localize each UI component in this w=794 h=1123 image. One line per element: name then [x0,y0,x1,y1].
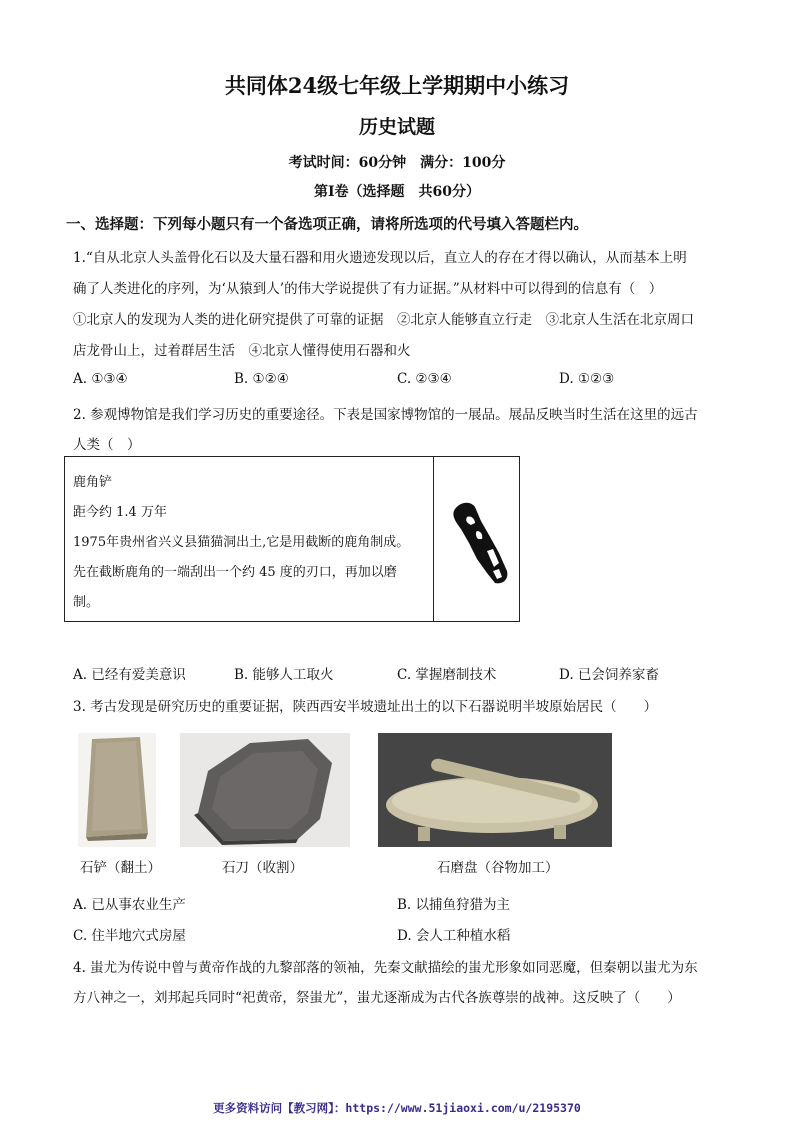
volume-heading: 第Ⅰ卷（选择题 共60分） [313,184,481,200]
q1-option-d: D. ①②③ [559,371,615,387]
stone-spade-image [78,733,156,847]
q3-option-c: C. 住半地穴式房屋 [73,928,186,944]
q4-line-2: 方八神之一，刘邦起兵同时“祀黄帝，祭蚩尤”，蚩尤逐渐成为古代各族尊崇的战神。这反映了（ ） [73,990,681,1006]
q2-option-d: D. 已会饲养家畜 [559,667,659,683]
exhibit-desc-2: 先在截断鹿角的一端刮出一个约 45 度的刃口，再加以磨 [73,565,397,580]
q1-line-4: 店龙骨山上，过着群居生活 ④北京人懂得使用石器和火 [73,343,411,359]
q1-line-3: ①北京人的发现为人类的进化研究提供了可靠的证据 ②北京人能够直立行走 ③北京人生活在北京周口 [73,312,694,328]
q1-option-c: C. ②③④ [397,371,452,387]
caption-grinding-slab: 石磨盘（谷物加工） [437,860,559,876]
section-heading: 一、选择题：下列每小题只有一个备选项正确，请将所选项的代号填入答题栏内。 [66,216,588,233]
q3-option-b: B. 以捕鱼狩猎为主 [397,897,511,913]
q1-line-2: 确了人类进化的序列，为‘从猿到人’的伟大学说提供了有力证据。”从材料中可以得到的信息有（ ） [73,281,663,297]
footer-link[interactable]: 更多资料访问【教习网】：https://www.51jiaoxi.com/u/2195370 [213,1101,581,1115]
exhibit-date: 距今约 1.4 万年 [73,505,167,520]
exhibit-desc-1: 1975年贵州省兴义县猫猫洞出土,它是用截断的鹿角制成。 [73,535,410,550]
q4-line-1: 4. 蚩尤为传说中曾与黄帝作战的九黎部落的领袖，先秦文献描绘的蚩尤形象如同恶魔，但秦朝以蚩尤为东 [73,960,698,976]
antler-shovel-image [447,495,515,591]
q1-option-a: A. ①③④ [73,371,128,387]
exhibit-name: 鹿角铲 [73,475,113,490]
exam-title: 共同体24级七年级上学期期中小练习 [224,73,570,98]
q2-option-c: C. 掌握磨制技术 [397,667,497,683]
q2-option-a: A. 已经有爱美意识 [73,667,186,683]
q3-line-1: 3. 考古发现是研究历史的重要证据，陕西西安半坡遗址出土的以下石器说明半坡原始居民（ ） [73,699,658,715]
q1-line-1: 1.“自从北京人头盖骨化石以及大量石器和用火遗迹发现以后，直立人的存在才得以确认，从而基本上明 [73,250,687,266]
q3-option-d: D. 会人工种植水稻 [397,928,511,944]
q1-option-b: B. ①②④ [234,371,289,387]
q2-line-2: 人类（ ） [73,437,141,453]
exhibit-table [64,456,520,622]
exhibit-desc-3: 制。 [73,595,100,610]
q2-line-1: 2. 参观博物馆是我们学习历史的重要途径。下表是国家博物馆的一展品。展品反映当时生活在这里的远古 [73,407,698,423]
exam-info: 考试时间：60分钟 满分：100分 [288,155,506,171]
caption-stone-spade: 石铲（翻土） [80,860,161,876]
stone-knife-image [180,733,350,847]
q3-option-a: A. 已从事农业生产 [73,897,186,913]
caption-stone-knife: 石刀（收割） [222,860,303,876]
table-divider [433,457,434,621]
grinding-slab-image [378,733,612,847]
q2-option-b: B. 能够人工取火 [234,667,334,683]
subject-title: 历史试题 [358,116,435,138]
